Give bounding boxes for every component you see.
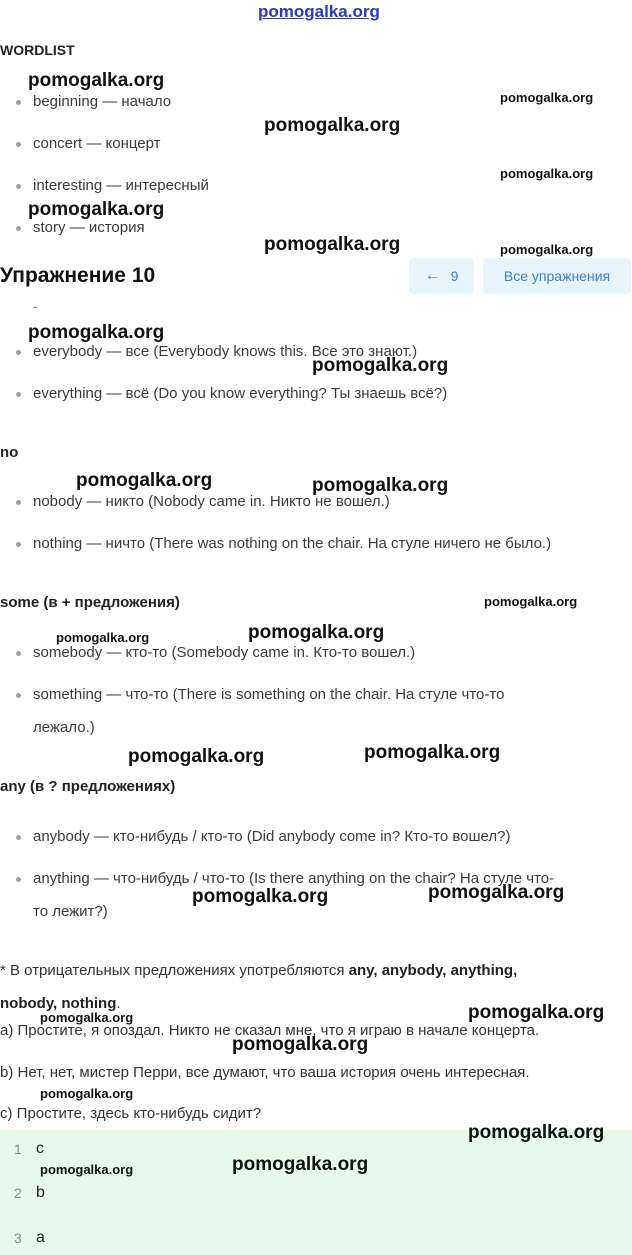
watermark: pomogalka.org xyxy=(428,882,565,903)
bullet-dot xyxy=(16,500,21,505)
exercise-title: Упражнение 10 xyxy=(0,264,156,287)
answer-sentence: c) Простите, здесь кто-нибудь сидит? xyxy=(0,1105,262,1122)
note-text: * В отрицательных предложениях употребляются xyxy=(0,962,349,979)
wordlist-item: beginning — начало xyxy=(33,93,172,110)
all-exercises-button[interactable] xyxy=(483,258,631,294)
note-bold: nobody, nothing xyxy=(0,995,117,1012)
watermark: pomogalka.org xyxy=(364,742,501,763)
answer-block xyxy=(0,1130,632,1255)
answer-number: 3 xyxy=(14,1230,22,1246)
wordlist-item: concert — концерт xyxy=(33,135,161,152)
watermark: pomogalka.org xyxy=(500,90,594,105)
answer-value: c xyxy=(36,1140,44,1157)
group-heading-no: no xyxy=(0,444,19,461)
bullet-dot xyxy=(16,184,21,189)
watermark: pomogalka.org xyxy=(264,115,401,136)
note-text: . xyxy=(116,995,121,1012)
list-item: everything — всё (Do you know everything? Ты знаешь всё?) xyxy=(33,385,448,402)
watermark: pomogalka.org xyxy=(312,475,449,496)
answer-number: 2 xyxy=(14,1185,22,1201)
bullet-dot xyxy=(16,651,21,656)
watermark: pomogalka.org xyxy=(232,1034,369,1055)
watermark: pomogalka.org xyxy=(192,886,329,907)
note-line-1 xyxy=(0,962,517,979)
bullet-dot xyxy=(16,226,21,231)
watermark: pomogalka.org xyxy=(500,242,594,257)
bullet-dot xyxy=(16,877,21,882)
all-exercises-label: Все упражнения xyxy=(503,268,611,284)
watermark: pomogalka.org xyxy=(468,1122,605,1143)
group-heading-some: some (в + предложения) xyxy=(0,594,180,611)
section-dash: - xyxy=(33,298,38,314)
watermark: pomogalka.org xyxy=(232,1154,369,1175)
bullet-dot xyxy=(16,835,21,840)
watermark: pomogalka.org xyxy=(28,199,165,220)
watermark: pomogalka.org xyxy=(40,1162,134,1177)
answer-value: a xyxy=(36,1229,45,1246)
watermark: pomogalka.org xyxy=(40,1010,134,1025)
answer-value: b xyxy=(36,1184,45,1201)
bullet-dot xyxy=(16,142,21,147)
watermark: pomogalka.org xyxy=(468,1002,605,1023)
list-item-continuation: то лежит?) xyxy=(33,903,108,920)
group-heading-any: any (в ? предложениях) xyxy=(0,778,176,795)
bullet-dot xyxy=(16,100,21,105)
prev-exercise-button[interactable] xyxy=(409,258,474,294)
watermark: pomogalka.org xyxy=(128,746,265,767)
bullet-dot xyxy=(16,542,21,547)
watermark: pomogalka.org xyxy=(484,594,578,609)
watermark: pomogalka.org xyxy=(312,355,449,376)
list-item: somebody — кто-то (Somebody came in. Кто-то вошел.) xyxy=(33,644,416,661)
list-item: anybody — кто-нибудь / кто-то (Did anybody come in? Кто-то вошел?) xyxy=(33,828,511,845)
wordlist-item: interesting — интересный xyxy=(33,177,209,194)
wordlist-title: WORDLIST xyxy=(0,42,75,58)
list-item: something — что-то (There is something on the chair. На стуле что-то xyxy=(33,686,505,703)
answer-sentence: a) Простите, я опоздал. Никто не сказал мне, что я играю в начале концерта. xyxy=(0,1022,540,1039)
list-item: anything — что-нибудь / что-то (Is there anything on the chair? На стуле что- xyxy=(33,870,555,887)
answer-sentence: b) Нет, нет, мистер Перри, все думают, что ваша история очень интересная. xyxy=(0,1064,530,1081)
list-item: nobody — никто (Nobody came in. Никто не вошел.) xyxy=(33,493,390,510)
watermark: pomogalka.org xyxy=(76,470,213,491)
note-bold: any, anybody, anything, xyxy=(348,962,518,979)
watermark: pomogalka.org xyxy=(28,70,165,91)
watermark: pomogalka.org xyxy=(28,322,165,343)
list-item: everybody — все (Everybody knows this. Все это знают.) xyxy=(33,343,418,360)
bullet-dot xyxy=(16,693,21,698)
watermark: pomogalka.org xyxy=(500,166,594,181)
bullet-dot xyxy=(16,392,21,397)
prev-exercise-label: 9 xyxy=(450,268,459,284)
watermark: pomogalka.org xyxy=(248,622,385,643)
wordlist-item: story — история xyxy=(33,219,145,236)
watermark: pomogalka.org xyxy=(56,630,150,645)
bullet-dot xyxy=(16,350,21,355)
list-item-continuation: лежало.) xyxy=(33,719,95,736)
list-item: nothing — ничто (There was nothing on the chair. На стуле ничего не было.) xyxy=(33,535,552,552)
answer-number: 1 xyxy=(14,1141,22,1157)
arrow-left-icon: ← xyxy=(424,267,441,284)
watermark: pomogalka.org xyxy=(264,234,401,255)
watermark: pomogalka.org xyxy=(40,1086,134,1101)
top-site-link[interactable]: pomogalka.org xyxy=(258,2,380,21)
